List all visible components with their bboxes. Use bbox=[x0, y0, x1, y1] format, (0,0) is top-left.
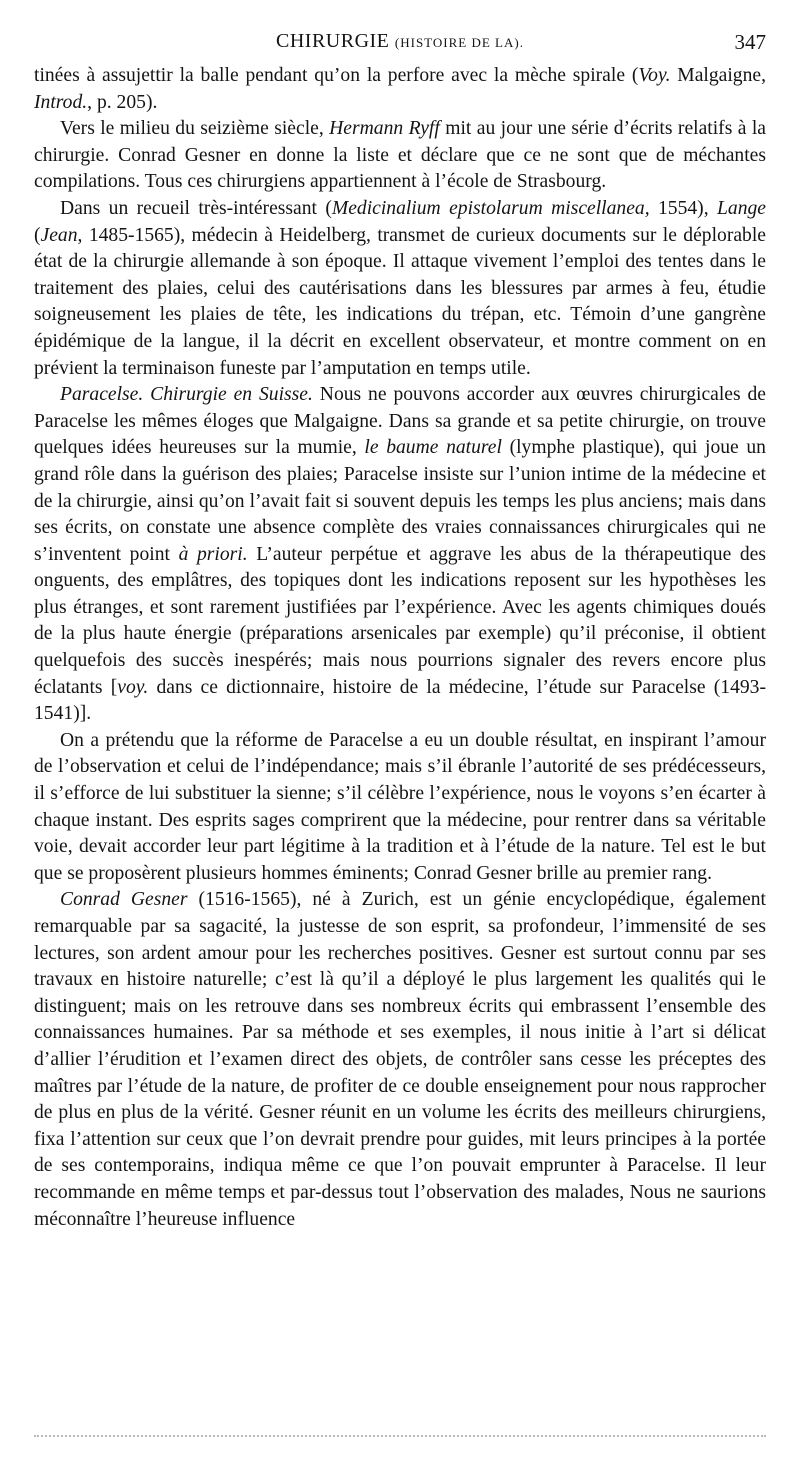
paragraph bbox=[34, 887, 766, 1233]
text-run: Malgaigne, bbox=[670, 65, 766, 86]
text-run: ( bbox=[34, 224, 41, 246]
running-title-main: CHIRURGIE bbox=[276, 30, 390, 52]
text-run: dans ce dictionnaire, histoire de la médecine, l’étude sur Paracelse (1493-1541)]. bbox=[34, 676, 766, 725]
italic-text: Lange bbox=[717, 197, 766, 219]
text-run: 1554), bbox=[649, 197, 717, 219]
italic-text: Paracelse. Chirurgie en Suisse. bbox=[60, 384, 313, 406]
paragraph bbox=[34, 728, 766, 888]
text-run: Nous ne pouvons accorder aux œuvres chirurgicales de Paracelse les mêmes éloges que Malgaigne. Dans sa grande et sa petite chirurgie, on trouve quelques idées heureuses sur la mumie, bbox=[34, 384, 766, 459]
page-number: 347 bbox=[734, 30, 766, 54]
italic-text: Conrad Gesner bbox=[60, 889, 188, 911]
text-run: (1516-1565), né à Zurich, est un génie encyclopédique, également remarquable par sa sagacité, la justesse de son esprit, sa profondeur, l’immensité de ses lectures, son ardent amour pour les recherches positives. Gesner est surtout connu par ses travaux en histoire naturelle; c’est là qu’il a déployé le plus largement les qualités qui le distinguent; mais on les retrouve dans ses nombreux écrits qui embrassent l’ensemble des connaissances humaines. Par sa méthode et ses exemples, il nous initie à l’art si délicat d’allier l’érudition et l’examen direct des objets, de contrôler sans cesse les préceptes des maîtres par l’étude de la nature, de profiter de ce double enseignement pour nous rapprocher de plus en plus de la vérité. Gesner réunit en un volume les écrits des meilleurs chirurgiens, fixa l’attention sur ceux que l’on devrait prendre pour guides, mit leurs principes à la portée de ses contemporains, indiqua même ce que l’on pouvait emprunter à Paracelse. Il leur recommande en même temps et par-dessus tout l’observation des malades, Nous ne saurions méconnaître l’heureuse influence bbox=[34, 889, 766, 1230]
text-run: L’auteur perpétue et aggrave les abus de la thérapeutique des onguents, des emplâtres, des topiques dont les indications reposent sur les hypothèses les plus étranges, et sont rarement justifiées par l’expérience. Avec les agents chimiques doués de la plus haute énergie (préparations arsenicales par exemple) qu’il préconise, il obtient quelquefois des succès inespérés; mais nous pourrions signaler des revers encore plus éclatants [ bbox=[34, 543, 767, 698]
running-title-sub: (HISTOIRE DE LA). bbox=[394, 35, 524, 50]
text-run: (lymphe plastique), qui joue un grand rôle dans la guérison des plaies; Paracelse insiste sur l’union intime de la médecine et de la chirurgie, ainsi qu’on l’avait fait si souvent depuis les temps les plus anciens; mais dans ses écrits, on constate une absence complète des vraies connaissances chirurgicales qui ne s’inventent point bbox=[34, 437, 766, 565]
text-run: Vers le milieu du seizième siècle, bbox=[60, 118, 330, 140]
text-run: tinées à assujettir la balle pendant qu’on la perfore avec la mèche spirale ( bbox=[34, 65, 639, 86]
paragraph bbox=[34, 63, 766, 116]
text-run: On a prétendu que la réforme de Paracelse a eu un double résultat, en inspirant l’amour de l’observation et celui de l’indépendance; mais s’il ébranle l’autorité de ses prédécesseurs, il s’efforce de lui substituer la sienne; s’il célèbre l’expérience, nous le voyons s’en écarter à chaque instant. Des esprits sages comprirent que la médecine, pour rentrer dans sa véritable voie, devait accorder leur part légitime à la tradition et à l’étude de la nature. Tel est le but que se proposèrent plusieurs hommes éminents; Conrad Gesner brille au premier rang. bbox=[34, 729, 766, 884]
italic-text: Hermann Ryff bbox=[329, 118, 440, 140]
italic-text: voy. bbox=[117, 676, 149, 698]
text-run: , p. 205). bbox=[87, 91, 158, 113]
text-run: , 1485-1565), médecin à Heidelberg, transmet de curieux documents sur le déplorable état de la chirurgie allemande à son époque. Il attaque vivement l’emploi des tentes dans le traitement des plaies, celui des cautérisations dans les blessures par armes à feu, étudie soigneusement les plaies de tête, les indications du trépan, etc. Témoin d’une gangrène épidémique de la langue, il la décrit en excellent observateur, et montre comment on en prévient la terminaison funeste par l’amputation en temps utile. bbox=[34, 224, 766, 379]
running-title bbox=[34, 30, 766, 53]
italic-text: à priori. bbox=[178, 543, 248, 565]
text-run: Dans un recueil très-intéressant ( bbox=[60, 197, 332, 219]
italic-text: Jean bbox=[40, 224, 78, 246]
paragraph bbox=[34, 196, 766, 382]
paragraph bbox=[34, 116, 766, 196]
footer-rule bbox=[34, 1435, 766, 1437]
paragraph bbox=[34, 382, 766, 728]
italic-text: Voy. bbox=[638, 65, 671, 86]
body-text bbox=[34, 63, 766, 1233]
text-run: mit au jour une série d’écrits relatifs à la chirurgie. Conrad Gesner en donne la liste et déclare que ce ne sont que de méchantes compilations. Tous ces chirurgiens appartiennent à l’école de Strasbourg. bbox=[34, 118, 766, 193]
italic-text: Medicinalium epistolarum miscellanea, bbox=[331, 197, 650, 219]
italic-text: le baume naturel bbox=[364, 437, 502, 459]
running-header bbox=[34, 30, 766, 64]
italic-text: Introd. bbox=[34, 91, 88, 113]
